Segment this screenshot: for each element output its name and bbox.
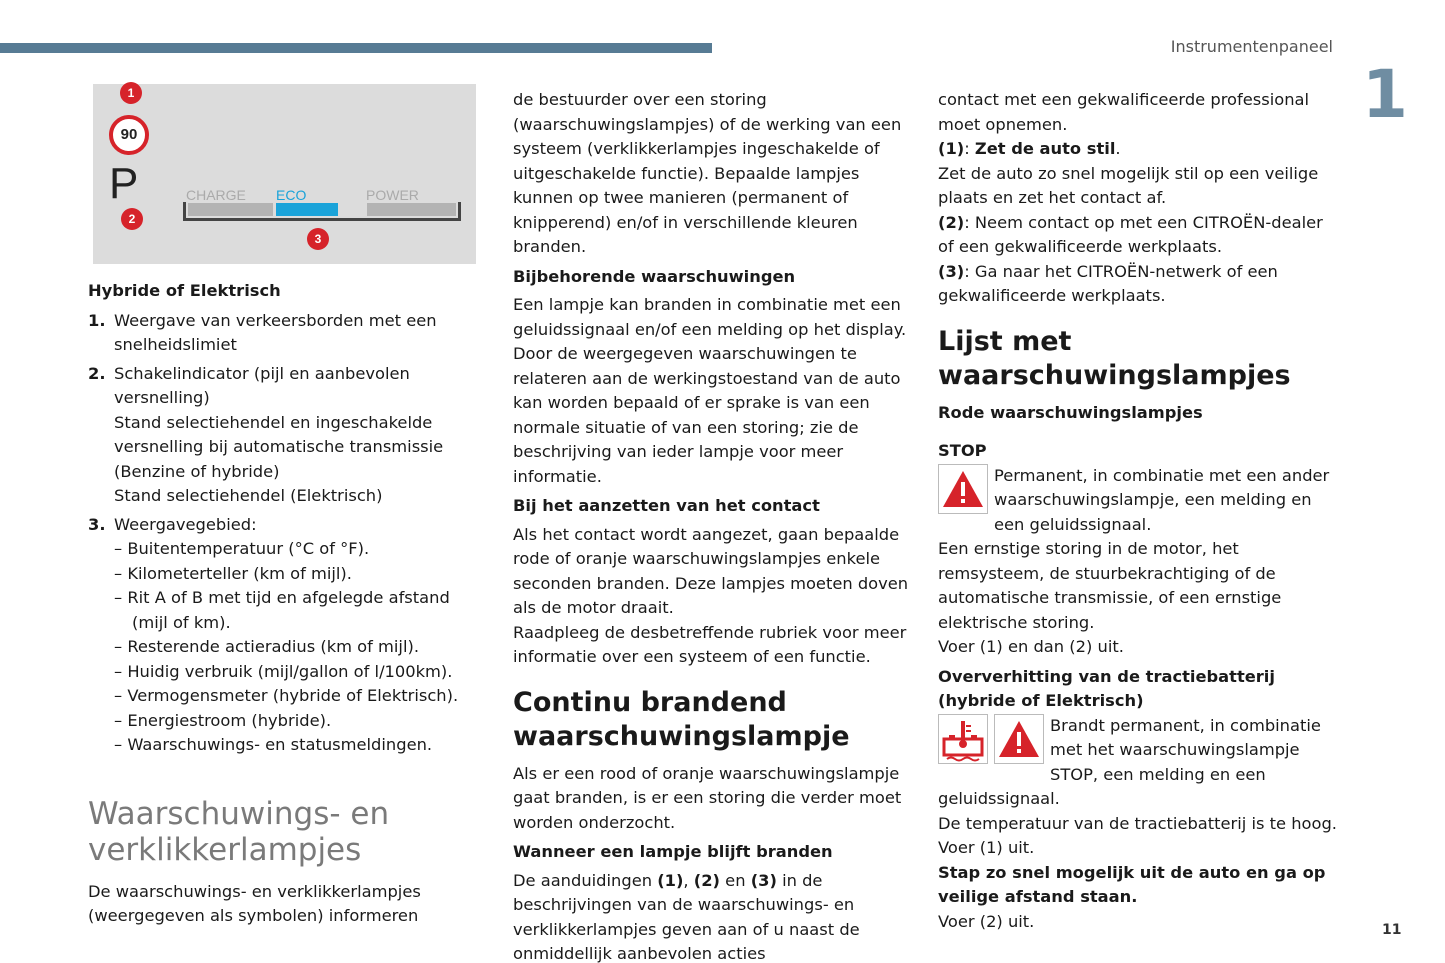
display-area-list (88, 537, 488, 758)
list-item: – Waarschuwings- en statusmeldingen. (114, 735, 433, 754)
list-item: – Buitentemperatuur (°C of °F). (114, 539, 370, 558)
list-item: – Kilometerteller (km of mijl). (114, 563, 352, 583)
badge-1: 1 (120, 82, 142, 104)
subheading: Bijbehorende waarschuwingen (513, 266, 796, 286)
legend-list (88, 309, 488, 758)
paragraph: Als er een rood of oranje waarschuwingslampje gaat branden, is er een storing die verder moet worden onderzocht. (513, 763, 902, 832)
safety-instruction: Stap zo snel mogelijk uit de auto en ga op veilige afstand staan. (938, 862, 1326, 906)
list-item: – Energiestroom (hybride). (114, 710, 332, 730)
battery-temperature-icon (938, 714, 988, 764)
list-item: – Rit A of B met tijd en afgelegde afstand (mijl of km). (114, 588, 450, 632)
paragraph: Brandt permanent, in combinatie met het waarschuwingslampje STOP, een melding en een geluidssignaal. (938, 715, 1321, 808)
list-item: 1. Weergave van verkeersborden met een snelheidslimiet (88, 310, 437, 354)
paragraph: Voer (2) uit. (938, 911, 1035, 931)
chapter-number: 1 (1362, 56, 1408, 133)
badge-2: 2 (121, 208, 143, 230)
column-1 (88, 88, 488, 929)
paragraph: contact met een gekwalificeerde professional moet opnemen. (938, 90, 1310, 134)
paragraph: Als het contact wordt aangezet, gaan bepaalde rode of oranje waarschuwingslampjes enkele seconden branden. Deze lampjes moeten doven als de motor draait. (513, 524, 909, 617)
label-power: POWER (366, 187, 419, 203)
charge-segment (188, 203, 273, 216)
section-title: Instrumentenpaneel (1170, 37, 1333, 56)
list-item: – Huidig verbruik (mijl/gallon of l/100km). (114, 661, 453, 681)
instrument-panel-figure (93, 84, 476, 264)
power-meter (183, 202, 461, 221)
stop-icons (938, 464, 988, 514)
column-2 (513, 88, 913, 963)
column-3 (938, 88, 1338, 934)
label-charge: CHARGE (186, 187, 246, 203)
gear-indicator: P (109, 159, 139, 208)
header-bar (0, 43, 712, 53)
section-heading: Lijst met waarschuwingslampjes (938, 325, 1291, 391)
stop-title: STOP (938, 441, 987, 460)
paragraph: Door de weergegeven waarschuwingen te relateren aan de werkingstoestand van de auto kan worden bepaald of er sprake is van een normale situatie of van een storing; zie de beschrijving van ieder lampje voor meer informatie. (513, 344, 901, 486)
paragraph: Een lampje kan branden in combinatie met een geluidssignaal en/of een melding op het display. (513, 295, 907, 339)
paragraph: Voer (1) en dan (2) uit. (938, 637, 1124, 656)
section-heading: Continu brandend waarschuwingslampje (513, 686, 850, 752)
paragraph: Een ernstige storing in de motor, het remsysteem, de stuurbekrachtiging of de automatische transmissie, of een ernstige elektrische storing. (938, 539, 1282, 632)
page-number: 11 (1382, 922, 1402, 938)
figure-caption: Hybride of Elektrisch (88, 281, 281, 300)
speed-limit-sign: 90 (109, 115, 149, 155)
paragraph: Permanent, in combinatie met een ander waarschuwingslampje, een melding en een geluidssignaal. (994, 465, 1330, 534)
list-item: 2. Schakelindicator (pijl en aanbevolen versnelling) Stand selectiehendel en ingeschakelde versnelling bij automatische transmissie (Benzine of hybride) Stand selectiehendel (Elektrisch) (88, 363, 444, 505)
intro-paragraph: De waarschuwings- en verklikkerlampjes (weergegeven als symbolen) informeren (88, 881, 421, 925)
list-item: – Resterende actieradius (km of mijl). (114, 637, 419, 656)
list-item: 3. Weergavegebied: – Buitentemperatuur (°C of °F). – Kilometerteller (km of mijl). – Rit A of B met tijd en afgelegde afstand (mijl of km). – Resterende actieradius (km of mijl). – Huidig verbruik (mijl/gallon of l/100km). – Vermogensmeter (hybride of Elektrisch). – Energiestroom (hybride). – Waarschuwings- en statusmeldingen. (88, 513, 488, 758)
paragraph: Raadpleeg de desbetreffende rubriek voor meer informatie over een systeem of een functie. (513, 622, 907, 666)
subheading: Bij het aanzetten van het contact (513, 496, 820, 515)
action-2: (2): Neem contact op met een CITROËN-dealer of een gekwalificeerde werkplaats. (938, 212, 1323, 256)
stop-warning-icon (994, 714, 1044, 764)
badge-3: 3 (307, 228, 329, 250)
action-1: (1): Zet de auto stil. (938, 139, 1121, 158)
list-item: – Vermogensmeter (hybride of Elektrisch). (114, 686, 459, 705)
battery-icons (938, 714, 1044, 764)
section-heading: Waarschuwings- en verklikkerlampjes (88, 795, 390, 868)
paragraph: De temperatuur van de tractiebatterij is te hoog. (938, 813, 1337, 833)
paragraph: de bestuurder over een storing (waarschuwingslampjes) of de werking van een systeem (verklikkerlampjes ingeschakelde of uitgeschakelde functie). Bepaalde lampjes kunnen op twee manieren (permanent of knipperend) en/of in verschillende kleuren branden. (513, 90, 902, 256)
eco-segment (276, 203, 338, 216)
subheading: Wanneer een lampje blijft branden (513, 842, 833, 861)
power-segment (367, 203, 456, 216)
paragraph: De aanduidingen (1), (2) en (3) in de beschrijvingen van de waarschuwings- en verklikkerlampjes geven aan of u naast de onmiddellijk aanbevolen acties (513, 870, 860, 963)
label-eco: ECO (276, 187, 307, 203)
action-3: (3): Ga naar het CITROËN-netwerk of een gekwalificeerde werkplaats. (938, 261, 1278, 305)
subheading: Rode waarschuwingslampjes (938, 402, 1203, 422)
stop-warning-icon (938, 464, 988, 514)
battery-title: Oververhitting van de tractiebatterij (hybride of Elektrisch) (938, 666, 1275, 710)
paragraph: Voer (1) uit. (938, 838, 1035, 857)
paragraph: Zet de auto zo snel mogelijk stil op een veilige plaats en zet het contact af. (938, 163, 1319, 207)
